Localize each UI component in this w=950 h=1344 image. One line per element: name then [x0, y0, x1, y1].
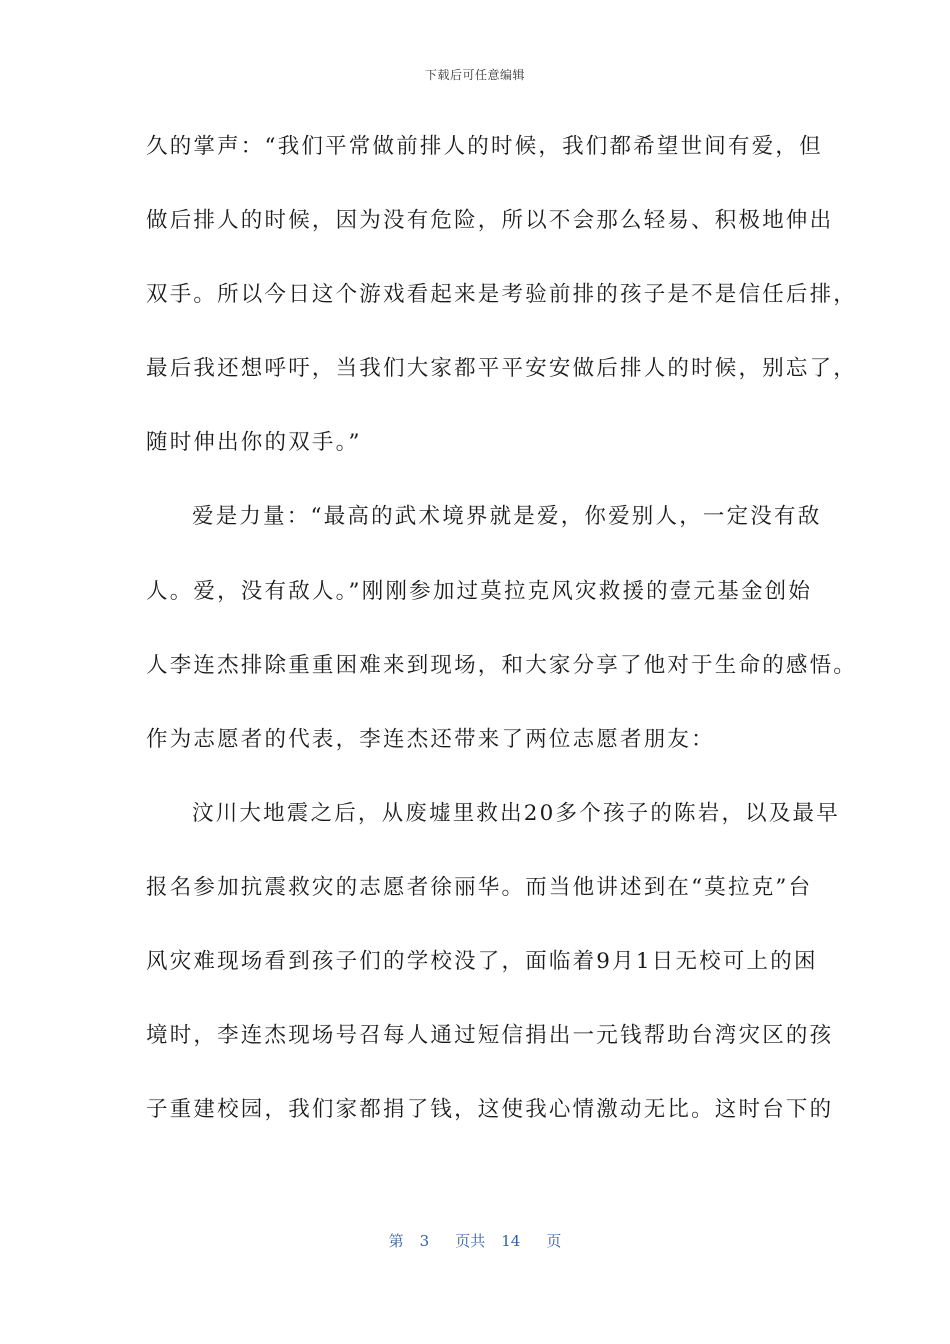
page-label-prefix: 第 [388, 1232, 404, 1250]
text-line: 双手。所以今日这个游戏看起来是考验前排的孩子是不是信任后排， [146, 282, 858, 308]
page-footer [0, 1230, 950, 1251]
text-line: 人。爱，没有敌人。”刚刚参加过莫拉克风灾救援的壹元基金创始 [146, 578, 813, 604]
text-line: 境时，李连杰现场号召每人通过短信捐出一元钱帮助台湾灾区的孩 [146, 1023, 834, 1049]
text-line: 人李连杰排除重重困难来到现场，和大家分享了他对于生命的感悟。 [146, 652, 858, 678]
paragraph-start-line: 汶川大地震之后，从废墟里救出20多个孩子的陈岩，以及最早 [192, 800, 840, 826]
text-line: 随时伸出你的双手。” [146, 430, 362, 456]
text-line: 风灾难现场看到孩子们的学校没了，面临着9月1日无校可上的困 [146, 949, 818, 975]
text-line: 作为志愿者的代表，李连杰还带来了两位志愿者朋友： [146, 726, 715, 752]
text-line: 做后排人的时候，因为没有危险，所以不会那么轻易、积极地伸出 [146, 208, 834, 234]
document-body [146, 128, 858, 1165]
page-number: 3 [419, 1232, 430, 1250]
text-line: 报名参加抗震救灾的志愿者徐丽华。而当他讲述到在“莫拉克”台 [146, 874, 813, 900]
paragraph-start-line: 爱是力量：“最高的武术境界就是爱，你爱别人，一定没有敌 [192, 504, 822, 530]
total-pages: 14 [501, 1232, 521, 1250]
text-line: 最后我还想呼吁，当我们大家都平平安安做后排人的时候，别忘了， [146, 356, 858, 382]
page-label-mid: 页共 [455, 1232, 486, 1250]
page-header: 下载后可任意编辑 [424, 68, 525, 82]
page-label-suffix: 页 [546, 1232, 562, 1250]
text-line: 子重建校园，我们家都捐了钱，这使我心情激动无比。这时台下的 [146, 1097, 834, 1123]
text-line: 久的掌声：“我们平常做前排人的时候，我们都希望世间有爱，但 [146, 134, 823, 159]
